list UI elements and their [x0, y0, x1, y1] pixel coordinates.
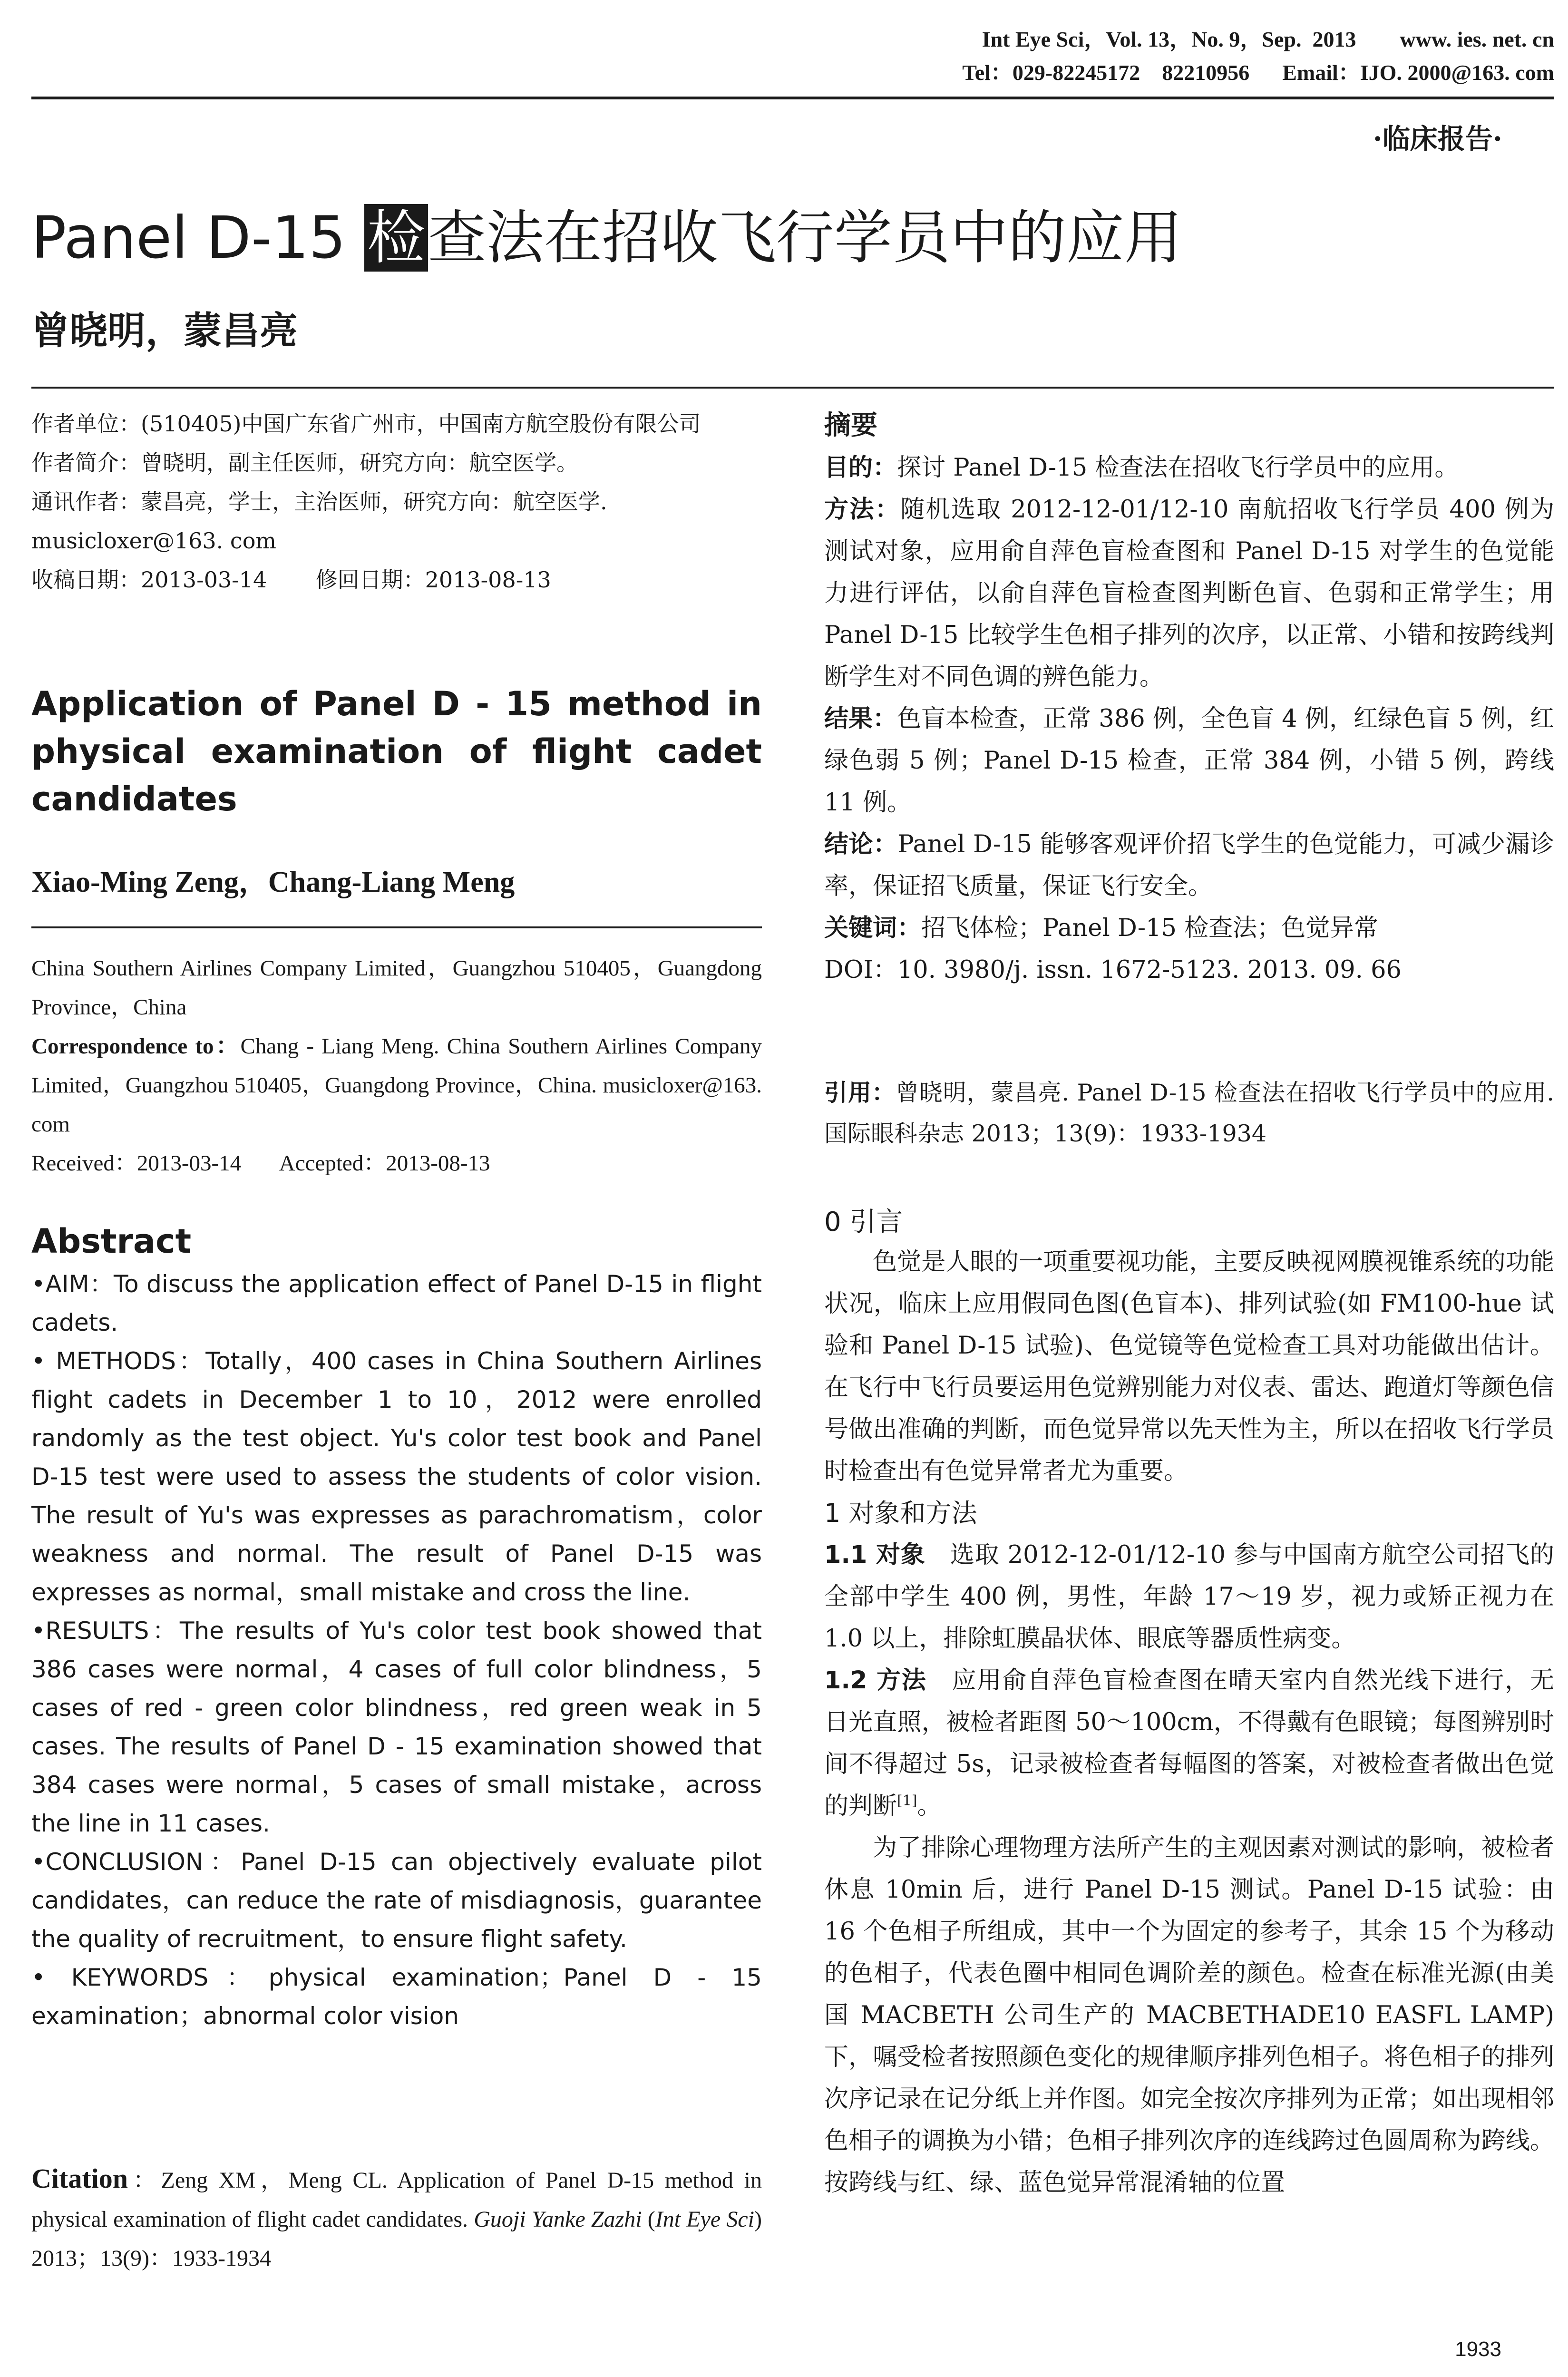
section-tag: ·临床报告·	[1373, 123, 1502, 155]
corresponding-author: 通讯作者：蒙昌亮，学士，主治医师，研究方向：航空医学. musicloxer@163. com	[31, 489, 607, 554]
citation-label: Citation	[31, 2163, 128, 2194]
summary-methods-text: 随机选取 2012-12-01/12-10 南航招收飞行学员 400 例为测试对象，应用俞自萍色盲检查图和 Panel D-15 对学生的色觉能力进行评估，以俞自萍色盲检查图判断色盲、色弱和正常学生；用 Panel D-15 比较学生色相子排列的次序，以正常、小错和按跨线判断学生对不同色调的辨色能力。	[824, 496, 1554, 691]
correspondence-text: Chang - Liang Meng. China Southern Airlines Company Limited，Guangzhou 510405，Guangdong Province，China. musicloxer@163. com	[31, 1034, 762, 1137]
title-part-2: 查法在招收飞行学员中的应用	[428, 204, 1182, 272]
title-highlight: 检	[364, 204, 428, 272]
received-dates: 收稿日期：2013-03-14 修回日期：2013-08-13	[31, 567, 551, 593]
abstract-methods: • METHODS：Totally，400 cases in China Southern Airlines flight cadets in December 1 to 10，2012 were enrolled randomly as the test object. Yu's color test book and Panel D-15 test were used to assess the students of color vision. The result of Yu's was expresses as parachromatism，color weakness and normal. The result of Panel D-15 was expresses as normal，small mistake and cross the line.	[31, 1347, 762, 1606]
summary-results-text: 色盲本检查，正常 386 例，全色盲 4 例，红绿色盲 5 例，红绿色弱 5 例；Panel D-15 检查，正常 384 例，小错 5 例，跨线 11 例。	[824, 705, 1554, 817]
citation-text-2: (	[642, 2207, 655, 2232]
abstract-conclusion: •CONCLUSION：Panel D-15 can objectively evaluate pilot candidates，can reduce the rate of misdiagnosis，guarantee the quality of recruitment，to ensure flight safety.	[31, 1848, 762, 1953]
affiliation-rule	[31, 926, 762, 928]
summary-heading: 摘要	[824, 410, 877, 441]
subsection-1-2	[824, 1660, 1554, 1827]
summary-doi: DOI：10. 3980/j. issn. 1672-5123. 2013. 09. 66	[824, 956, 1402, 984]
header-rule	[31, 97, 1554, 99]
subsection-1-1-text: 选取 2012-12-01/12-10 参与中国南方航空公司招飞的全部中学生 400 例，男性，年龄 17～19 岁，视力或矫正视力在 1.0 以上，排除虹膜晶状体、眼底等器质性病变。	[824, 1541, 1554, 1653]
subsection-1-2-text: 应用俞自萍色盲检查图在晴天室内自然光线下进行，无日光直照，被检者距图 50～100cm，不得戴有色眼镜；每图辨别时间不得超过 5s，记录被检查者每幅图的答案，对被检查者做出色觉的判断	[824, 1666, 1554, 1820]
abstract-body	[31, 1265, 762, 2036]
english-title: Application of Panel D - 15 method in physical examination of flight cadet candidates	[31, 684, 762, 818]
summary-conclusion-label: 结论：	[824, 830, 898, 858]
section-1-heading: 1 对象和方法	[824, 1498, 977, 1528]
article-title	[31, 200, 1182, 276]
reference-marker: [1]	[897, 1792, 917, 1809]
en-dates: Received：2013-03-14 Accepted：2013-08-13	[31, 1151, 490, 1176]
affiliation-line: China Southern Airlines Company Limited，Guangzhou 510405，Guangdong Province，China	[31, 956, 762, 1020]
citation-journal: Guoji Yanke Zazhi	[474, 2207, 642, 2232]
affiliation	[31, 949, 762, 1183]
authors-cn: 曾晓明，蒙昌亮	[31, 308, 298, 353]
subsection-1-2-label: 1.2 方法	[824, 1666, 927, 1695]
contact-line: Tel：029-82245172 82210956 Email：IJO. 2000@163. com	[962, 60, 1554, 85]
author-info	[31, 404, 762, 599]
summary-conclusion-text: Panel D-15 能够客观评价招飞学生的色觉能力，可减少漏诊率，保证招飞质量，保证飞行安全。	[824, 830, 1554, 900]
correspondence	[31, 1027, 762, 1144]
summary-cn	[824, 447, 1554, 991]
english-authors: Xiao-Ming Zeng，Chang-Liang Meng	[31, 866, 515, 898]
citation-abbrev: Int Eye Sci	[655, 2207, 755, 2232]
abstract-results: •RESULTS：The results of Yu's color test book showed that 386 cases were normal，4 cases of full color blindness，5 cases of red - green color blindness，red green weak in 5 cases. The results of Panel D - 15 examination showed that 384 cases were normal，5 cases of small mistake，across the line in 11 cases.	[31, 1617, 762, 1837]
title-rule	[31, 387, 1554, 389]
summary-methods-label: 方法：	[824, 496, 901, 524]
title-part-1: Panel D-15	[31, 204, 364, 272]
abstract-aim: •AIM：To discuss the application effect of Panel D-15 in flight cadets.	[31, 1270, 762, 1336]
abstract-heading: Abstract	[31, 1222, 192, 1261]
body-text	[824, 1241, 1554, 2204]
summary-conclusion	[824, 824, 1554, 907]
page-number: 1933	[1455, 2338, 1501, 2361]
citation-text-3: ) 2013；13(9)：1933-1934	[31, 2207, 762, 2271]
abstract-keywords: • KEYWORDS：physical examination；Panel D - 15 examination；abnormal color vision	[31, 1964, 762, 2030]
journal-line: Int Eye Sci，Vol. 13，No. 9，Sep. 2013 www. ies. net. cn	[982, 27, 1554, 51]
citation-cn-text: 曾晓明，蒙昌亮. Panel D-15 检查法在招收飞行学员中的应用. 国际眼科杂志 2013；13(9)：1933-1934	[824, 1079, 1554, 1147]
citation-cn-label: 引用：	[824, 1079, 896, 1106]
method-paragraph-2: 为了排除心理物理方法所产生的主观因素对测试的影响，被检者休息 10min 后，进行 Panel D-15 测试。Panel D-15 试验：由 16 个色相子所组成，其中一个为固定的参考子，其余 15 个为移动的色相子，代表色圈中相同色调阶差的颜色。检查在标准光源(由美国 MACBETH 公司生产的 MACBETHADE10 EASFL LAMP)下，嘱受检者按照颜色变化的规律顺序排列色相子。将色相子的排列次序记录在记分纸上并作图。如完全按次序排列为正常；如出现相邻色相子的调换为小错；色相子排列次序的连线跨过色圆周称为跨线。按跨线与红、绿、蓝色觉异常混淆轴的位置	[824, 1834, 1554, 2197]
summary-results	[824, 698, 1554, 824]
subsection-1-1	[824, 1534, 1554, 1660]
citation-cn	[824, 1072, 1554, 1154]
summary-keywords	[824, 907, 1554, 949]
summary-aim-text: 探讨 Panel D-15 检查法在招收飞行学员中的应用。	[897, 454, 1459, 482]
citation-en	[31, 2159, 762, 2278]
summary-aim	[824, 447, 1554, 489]
author-unit: 作者单位：(510405)中国广东省广州市，中国南方航空股份有限公司	[31, 411, 701, 437]
summary-keywords-label: 关键词：	[824, 914, 922, 942]
subsection-1-2-end: 。	[917, 1792, 942, 1820]
summary-results-label: 结果：	[824, 705, 897, 733]
summary-aim-label: 目的：	[824, 454, 897, 482]
correspondence-label: Correspondence to：	[31, 1034, 241, 1059]
citation-text: ：Zeng XM，Meng CL. Application of Panel D-15 method in physical examination of flight cadet candidates.	[31, 2168, 762, 2232]
intro-heading: 0 引言	[824, 1207, 903, 1237]
summary-keywords-text: 招飞体检；Panel D-15 检查法；色觉异常	[921, 914, 1379, 942]
author-bio: 作者简介：曾晓明，副主任医师，研究方向：航空医学。	[31, 450, 578, 476]
subsection-1-1-label: 1.1 对象	[824, 1541, 925, 1569]
intro-paragraph: 色觉是人眼的一项重要视功能，主要反映视网膜视锥系统的功能状况，临床上应用假同色图(色盲本)、排列试验(如 FM100-hue 试验和 Panel D-15 试验)、色觉镜等色觉检查工具对功能做出估计。在飞行中飞行员要运用色觉辨别能力对仪表、雷达、跑道灯等颜色信号做出准确的判断，而色觉异常以先天性为主，所以在招收飞行学员时检查出有色觉异常者尤为重要。	[824, 1248, 1554, 1485]
summary-methods	[824, 489, 1554, 698]
